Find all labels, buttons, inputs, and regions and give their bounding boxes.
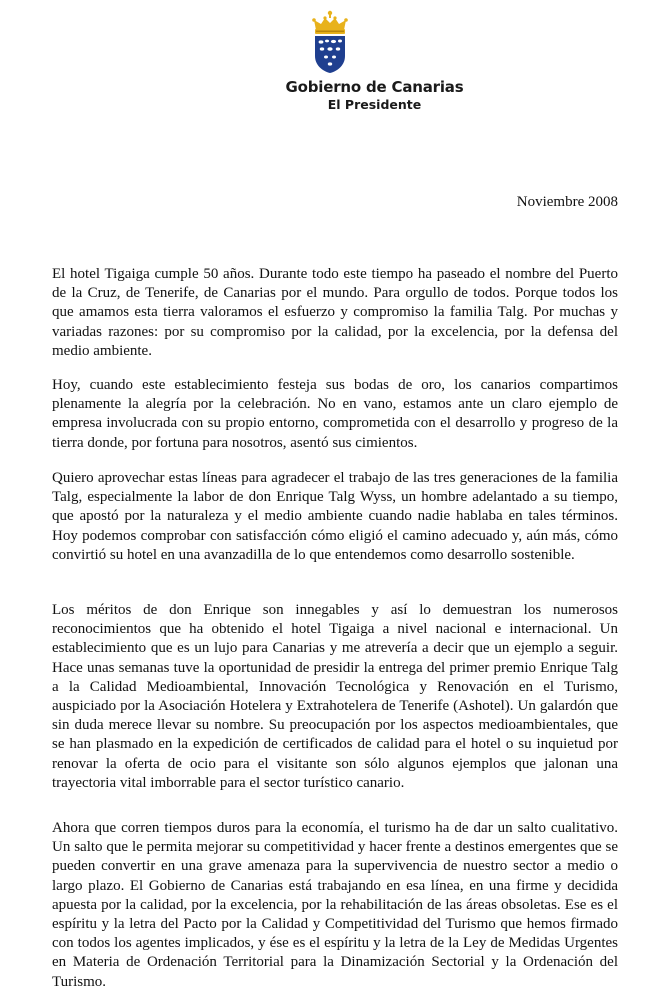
organization-name: Gobierno de Canarias — [285, 78, 464, 96]
coat-of-arms-icon — [307, 10, 353, 74]
letter-body — [52, 265, 618, 361]
paragraph: El hotel Tigaiga cumple 50 años. Durante todo este tiempo ha paseado el nombre del Puerto de la Cruz, de Tenerife, de Canarias por el mundo. Para orgullo de todos. Porque todos los que amamos esta tierra valoramos el esfuerzo y compromiso la familia Talg. Por muchas y variadas razones: por su compromiso por la calidad, por la excelencia, por la defensa del medio ambiente. — [52, 266, 618, 359]
paragraph: Ahora que corren tiempos duros para la economía, el turismo ha de dar un salto cualitativo. Un salto que le permita mejorar su competitividad y hacer frente a destinos emergentes que se pueden convertir en una grave amenaza para la supervivencia de nuestro sector a medio o largo plazo. El Gobierno de Canarias está trabajando en esa línea, en una firme y decidida apuesta por la calidad, por la excelencia, por la rehabilitación de las áreas obsoletas. Ese es el espíritu y la letra del Pacto por la Calidad y Competitividad del Turismo que hemos firmado con todos los agentes implicados, y ése es el espíritu y la letra de la Ley de Medidas Urgentes en Materia de Ordenación Territorial para la Dinamización Sectorial y la Ordenación del Turismo. — [52, 820, 618, 990]
role-title: El Presidente — [327, 97, 422, 112]
letterhead — [0, 10, 659, 112]
letter-body — [52, 376, 618, 453]
letter-date: Noviembre 2008 — [516, 194, 618, 210]
paragraph: Hoy, cuando este establecimiento festeja sus bodas de oro, los canarios compartimos plenamente la alegría por la celebración. No en vano, estamos ante un claro ejemplo de empresa involucrada con su propio entorno, comprometida con el desarrollo y progreso de la tierra donde, por fortuna para nosotros, asentó sus cimientos. — [52, 377, 618, 451]
letter-body — [52, 819, 618, 992]
letter-body — [52, 469, 618, 565]
paragraph: Quiero aprovechar estas líneas para agradecer el trabajo de las tres generaciones de la familia Talg, especialmente la labor de don Enrique Talg Wyss, un hombre adelantado a su tiempo, que apostó por la naturaleza y el medio ambiente cuando nadie hablaba en tales términos. Hoy podemos comprobar con satisfacción cómo eligió el camino adecuado y, aún más, cómo convirtió su hotel en una avanzadilla de lo que entendemos como desarrollo sostenible. — [52, 470, 618, 563]
paragraph: Los méritos de don Enrique son innegables y así lo demuestran los numerosos reconocimientos que ha obtenido el hotel Tigaiga a nivel nacional e internacional. Un establecimiento que es un lujo para Canarias y me atrevería a decir que un ejemplo a seguir. Hace unas semanas tuve la oportunidad de presidir la entrega del primer premio Enrique Talg a la Calidad Medioambiental, Innovación Tecnológica y Renovación en el Turismo, auspiciado por la Asociación Hotelera y Extrahotelera de Tenerife (Ashotel). Un galardón que sin duda merece llevar su nombre. Su preocupación por los aspectos medioambientales, que se han plasmado en la expedición de certificados de calidad para el hotel o su inquietud por renovar la oferta de ocio para el visitante son sólo algunos ejemplos que jalonan una trayectoria vital imborrable para el sector turístico canario. — [52, 602, 618, 791]
letter-body — [52, 601, 618, 793]
